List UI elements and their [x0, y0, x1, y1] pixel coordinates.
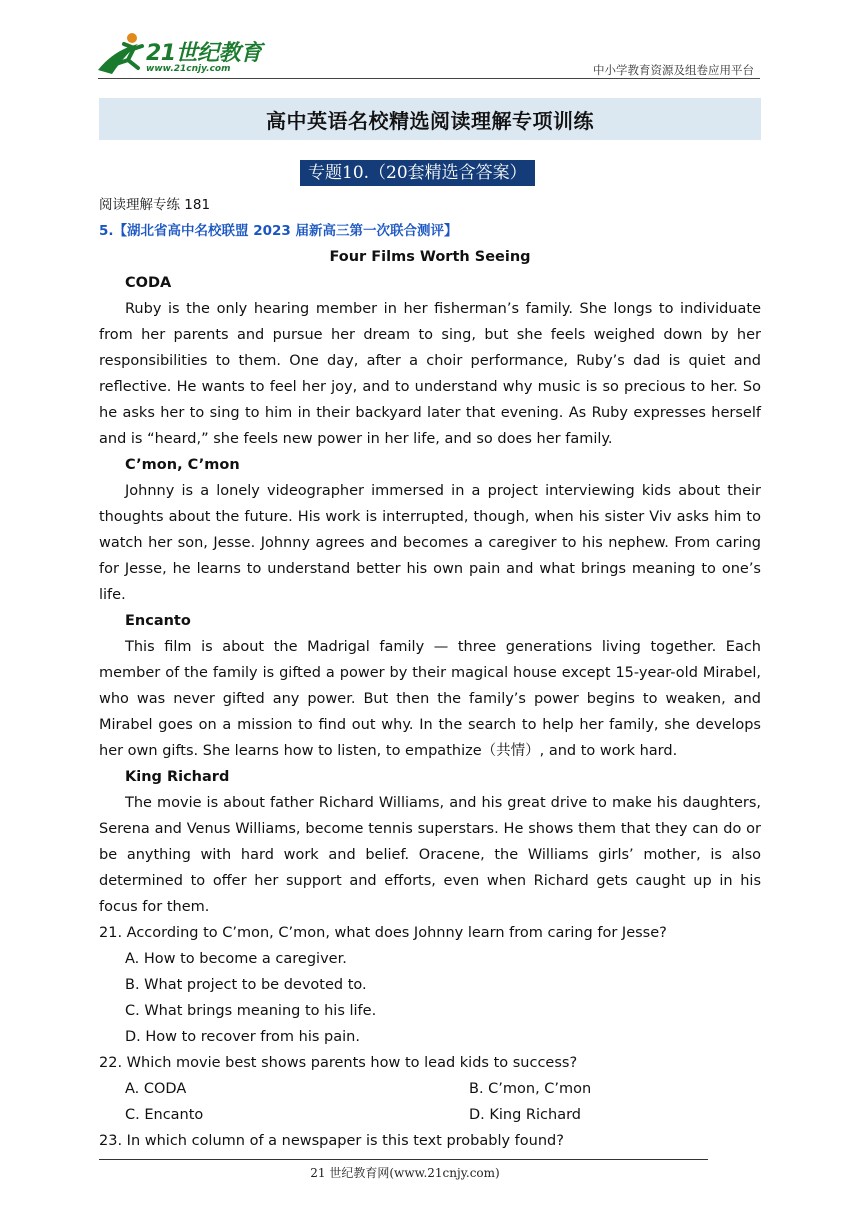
film-title: King Richard [125, 769, 230, 785]
logo-text: 21世纪教育 [146, 41, 262, 66]
answer-option: C. What brings meaning to his life. [125, 1003, 377, 1019]
question-stem: 21. According to C’mon, C’mon, what does Johnny learn from caring for Jesse? [99, 925, 667, 941]
answer-option: D. How to recover from his pain. [125, 1029, 360, 1045]
option-row [99, 1076, 761, 1102]
footer-text: 21 世纪教育网(www.21cnjy.com) [310, 1166, 500, 1180]
question-stem: 22. Which movie best shows parents how to lead kids to success? [99, 1055, 578, 1071]
document-body [99, 192, 761, 1154]
logo-url: www.21cnjy.com [146, 64, 231, 74]
film-description: The movie is about father Richard Williams, and his great drive to make his daughters, Serena and Venus Williams, become tennis superstars. He shows them that they can do or be anything with hard work and belief. Oracene, the Williams girls’ mother, is also determined to offer her support and efforts, even when Richard gets caught up in his focus for them. [99, 795, 761, 915]
answer-option: B. C’mon, C’mon [469, 1081, 592, 1097]
film-description: This film is about the Madrigal family — three generations living together. Each member of the family is gifted a power by their magical house except 15-year-old Mirabel, who was never gifted any power. But then the family’s power begins to weaken, and Mirabel goes on a mission to find out why. In the search to help her family, she develops her own gifts. She learns how to listen, to empathize（共情）, and to work hard. [99, 639, 761, 759]
answer-option: C. Encanto [125, 1107, 204, 1123]
option-row [99, 1102, 761, 1128]
page-header [0, 0, 860, 90]
film-title: C’mon, C’mon [125, 457, 240, 473]
question-stem: 23. In which column of a newspaper is this text probably found? [99, 1133, 564, 1149]
film-description: Ruby is the only hearing member in her fisherman’s family. She longs to individuate from her parents and pursue her dream to sing, but she feels weighed down by her responsibilities to them. One day, after a choir performance, Ruby’s dad is quiet and reflective. He wants to feel her joy, and to understand why music is so precious to her. So he asks her to sing to him in their backyard later that evening. As Ruby expresses herself and is “heard,” she feels new power in her life, and so does her family. [99, 301, 761, 447]
answer-option: B. What project to be devoted to. [125, 977, 367, 993]
film-title: Encanto [125, 613, 191, 629]
article-title: Four Films Worth Seeing [329, 249, 531, 265]
platform-name: 中小学教育资源及组卷应用平台 [593, 63, 754, 77]
header-divider [98, 78, 760, 79]
film-description: Johnny is a lonely videographer immersed in a project interviewing kids about their thoughts about the future. His work is interrupted, though, when his sister Viv asks him to watch her son, Jesse. Johnny agrees and becomes a caregiver to his nephew. From caring for Jesse, he learns to understand better his own pain and what brings meaning to one’s life. [99, 483, 761, 603]
source-line: 5.【湖北省高中名校联盟 2023 届新高三第一次联合测评】 [99, 223, 458, 239]
title-band [99, 98, 761, 140]
subtitle-badge: 专题10.（20套精选含答案） [300, 160, 535, 186]
series-label: 阅读理解专练 181 [99, 197, 211, 213]
page-footer [0, 1164, 860, 1181]
film-title: CODA [125, 275, 172, 291]
page-title: 高中英语名校精选阅读理解专项训练 [266, 108, 594, 133]
answer-option: A. How to become a caregiver. [125, 951, 347, 967]
footer-divider [99, 1159, 708, 1160]
answer-option: D. King Richard [469, 1107, 581, 1123]
answer-option: A. CODA [125, 1081, 187, 1097]
